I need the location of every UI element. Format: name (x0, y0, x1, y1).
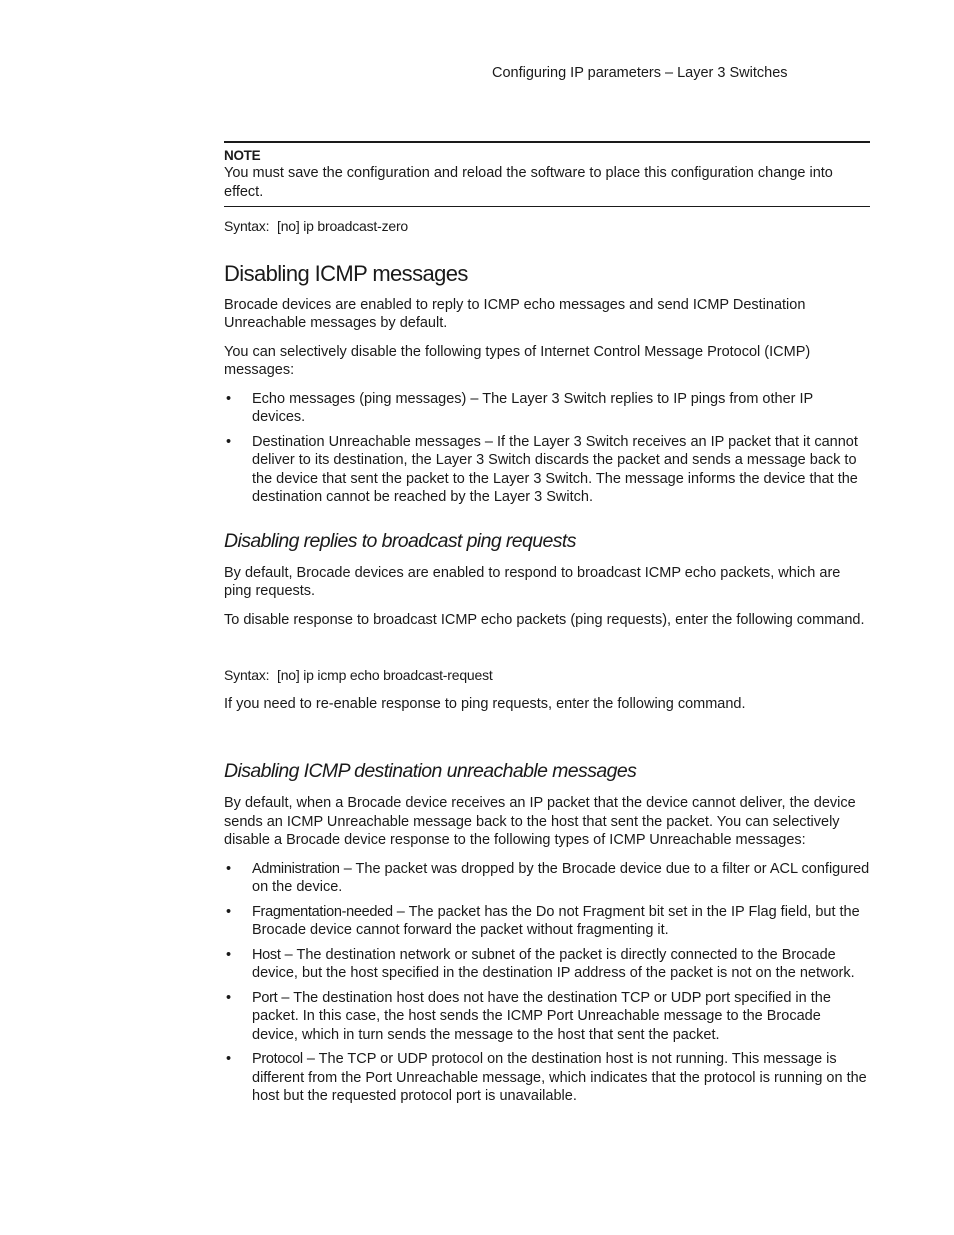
section-title-broadcast: Disabling replies to broadcast ping requests (224, 529, 576, 552)
broadcast-p2: To disable response to broadcast ICMP echo packets (ping requests), enter the following command. (224, 611, 865, 628)
icmp-intro: Brocade devices are enabled to reply to ICMP echo messages and send ICMP Destination Unreachable messages by default. (224, 296, 806, 331)
note-box (224, 141, 870, 207)
item-desc: – The TCP or UDP protocol on the destination host is not running. This message is different from the Port Unreachable message, which indicates that the protocol is running on the host but the requested protocol port is unavailable. (252, 1051, 867, 1104)
bullet-icon: • (226, 860, 232, 877)
bullet-icon: • (226, 946, 232, 963)
list-item (224, 989, 870, 1045)
list-item (224, 390, 870, 427)
section-title-icmp: Disabling ICMP messages (224, 260, 468, 286)
bullet-icon: • (226, 903, 232, 920)
bullet-icon: • (226, 1051, 232, 1067)
item-desc: – The destination host does not have the destination TCP or UDP port specified in the packet. In this case, the host sends the ICMP Port Unreachable message to the Brocade device, which in turn sends the message to the host that sent the packet. (252, 989, 831, 1043)
syntax-command: [no] ip icmp echo broadcast-request (277, 667, 493, 683)
item-desc: – The packet was dropped by the Brocade device due to a filter or ACL configured on the device. (252, 860, 870, 895)
list-item-text: Echo messages (ping messages) – The Layer 3 Switch replies to IP pings from other IP devices. (252, 390, 813, 425)
item-term: Fragmentation-needed (252, 903, 393, 920)
syntax-command: [no] ip broadcast-zero (277, 218, 409, 234)
section-title-unreachable: Disabling ICMP destination unreachable messages (224, 760, 637, 782)
icmp-lead: You can selectively disable the following types of Internet Control Message Protocol (ICMP) messages: (224, 343, 811, 378)
item-desc: – The destination network or subnet of the packet is directly connected to the Brocade device, but the host specified in the destination IP address of the packet is not on the network. (252, 946, 855, 981)
page-content (224, 141, 870, 1106)
list-item (224, 1050, 870, 1106)
broadcast-p1: By default, Brocade devices are enabled to respond to broadcast ICMP echo packets, which are ping requests. (224, 564, 841, 599)
bullet-icon: • (226, 989, 232, 1006)
bullet-icon: • (226, 390, 232, 407)
list-item (224, 903, 870, 940)
unreachable-p1: By default, when a Brocade device receives an IP packet that the device cannot deliver, the device sends an ICMP Unreachable message back to the host that sent the packet. You can selectively disable a Brocade device response to the following types of ICMP Unreachable messages: (224, 795, 856, 848)
syntax-broadcast-zero (224, 217, 870, 236)
list-item (224, 860, 870, 897)
list-item (224, 433, 870, 507)
list-item (224, 946, 870, 983)
list-item-text: Destination Unreachable messages – If the Layer 3 Switch receives an IP packet that it cannot deliver to its destination, the Layer 3 Switch discards the packet and sends a message back to the device that sent the packet to the Layer 3 Switch. The message informs the device that the destination cannot be reached by the Layer 3 Switch. (252, 433, 858, 505)
syntax-label: Syntax: (224, 218, 270, 234)
item-term: Administration (252, 860, 340, 877)
running-header: Configuring IP parameters – Layer 3 Switches (492, 65, 788, 81)
unreachable-bullet-list (224, 860, 870, 1106)
item-term: Port (252, 989, 278, 1006)
broadcast-p3: If you need to re-enable response to ping requests, enter the following command. (224, 695, 746, 712)
item-term: Host (252, 946, 281, 963)
bullet-icon: • (226, 433, 232, 450)
icmp-bullet-list (224, 390, 870, 507)
syntax-broadcast-request (224, 666, 870, 685)
syntax-label: Syntax: (224, 667, 270, 683)
note-text: You must save the configuration and reload the software to place this configuration change into effect. (224, 165, 833, 200)
note-label: NOTE (224, 148, 261, 163)
item-desc: – The packet has the Do not Fragment bit set in the IP Flag field, but the Brocade device cannot forward the packet without fragmenting it. (252, 903, 860, 938)
item-term: Protocol (252, 1051, 303, 1067)
